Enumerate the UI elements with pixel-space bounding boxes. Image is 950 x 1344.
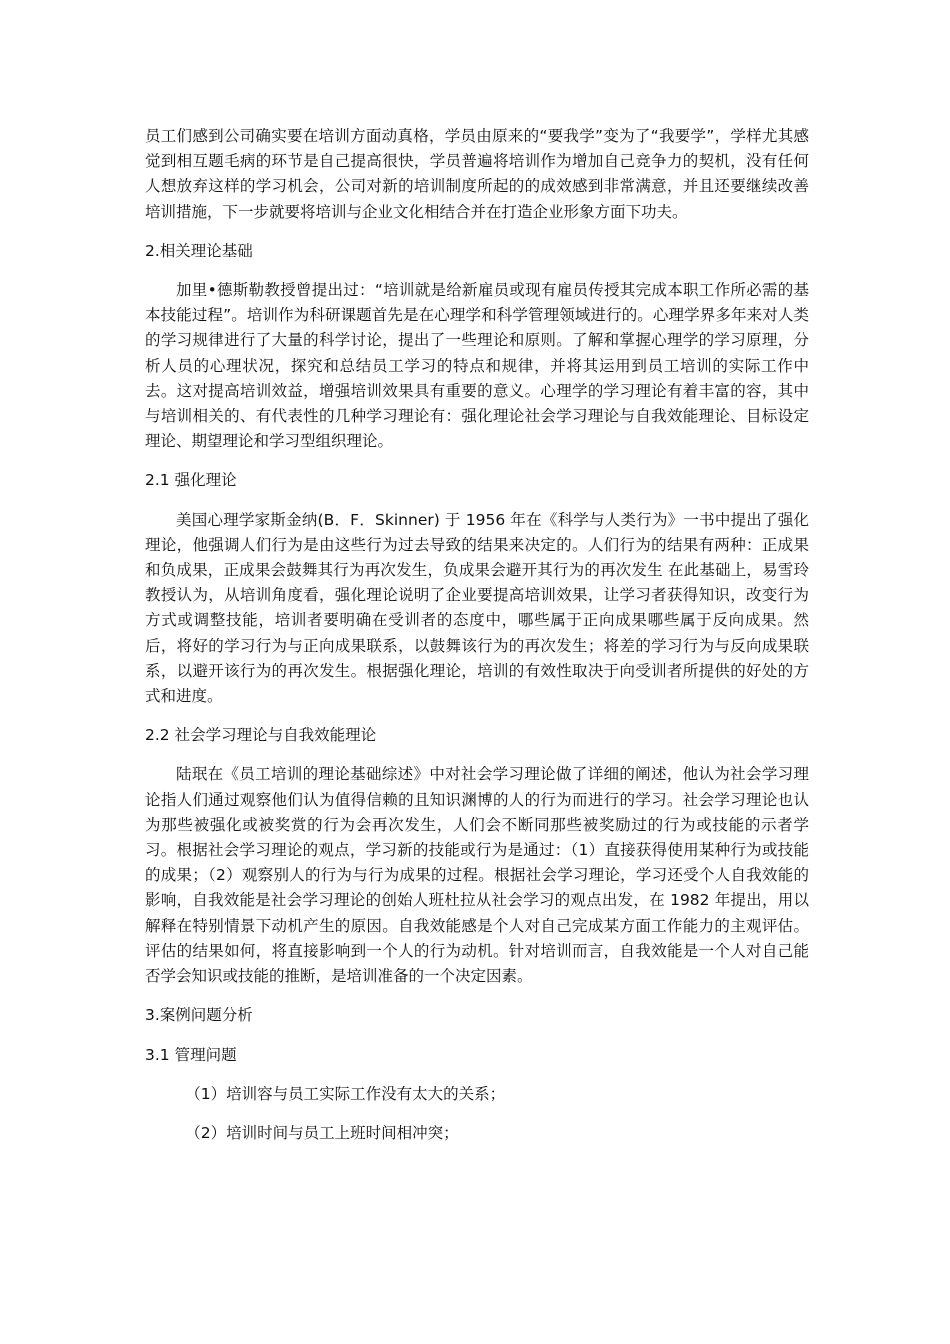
theory-paragraph: 加里•德斯勒教授曾提出过：“培训就是给新雇员或现有雇员传授其完成本职工作所必需的基本技能过程”。培训作为科研课题首先是在心理学和科学管理领域进行的。心理学界多年来对人类的学习规律进行了大量的科学讨论，提出了一些理论和原则。了解和掌握心理学的学习原理，分析人员的心理状况，探究和总结员工学习的特点和规律，并将其运用到员工培训的实际工作中去。这对提高培训效益，增强培训效果具有重要的意义。心理学的学习理论有着丰富的容，其中与培训相关的、有代表性的几种学习理论有：强化理论社会学习理论与自我效能理论、目标设定理论、期望理论和学习型组织理论。 bbox=[145, 281, 809, 451]
section-heading-2: 2.相关理论基础 bbox=[145, 241, 253, 260]
section-heading-2-1: 2.1 强化理论 bbox=[145, 471, 237, 490]
intro-paragraph: 员工们感到公司确实要在培训方面动真格，学员由原来的“要我学”变为了“我要学”，学样尤其感觉到相互题毛病的环节是自己提高很快，学员普遍将培训作为增加自己竞争力的契机，没有任何人想放弃这样的学习机会，公司对新的培训制度所起的的成效感到非常满意，并且还要继续改善培训措施，下一步就要将培训与企业文化相结合并在打造企业形象方面下功夫。 bbox=[145, 127, 809, 221]
social-learning-paragraph: 陆珉在《员工培训的理论基础综述》中对社会学习理论做了详细的阐述，他认为社会学习理论指人们通过观察他们认为值得信赖的且知识渊博的人的行为而进行的学习。社会学习理论也认为那些被强化或被奖赏的行为会再次发生，人们会不断同那些被奖励过的行为或技能的示者学习。根据社会学习理论的观点，学习新的技能或行为是通过：（1）直接获得使用某种行为或技能的成果；（2）观察别人的行为与行为成果的过程。根据社会学习理论，学习还受个人自我效能的影响，自我效能是社会学习理论的创始人班杜拉从社会学习的观点出发，在 1982 年提出，用以解释在特别情景下动机产生的原因。自我效能感是个人对自己完成某方面工作能力的主观评估。评估的结果如何，将直接影响到一个人的行为动机。针对培训而言，自我效能是一个人对自己能否学会知识或技能的推断，是培训准备的一个决定因素。 bbox=[145, 765, 809, 986]
list-item-2: （2）培训时间与员工上班时间相冲突； bbox=[185, 1123, 459, 1142]
reinforcement-paragraph: 美国心理学家斯金纳(B．F．Skinner) 于 1956 年在《科学与人类行为》一书中提出了强化理论，他强调人们行为是由这些行为过去导致的结果来决定的。人们行为的结果有两种：正成果和负成果，正成果会鼓舞其行为再次发生，负成果会避开其行为的再次发生 在此基础上，易雪玲教授认为，从培训角度看，强化理论说明了企业要提高培训效果，让学习者获得知识，改变行为方式或调整技能，培训者要明确在受训者的态度中，哪些属于正向成果哪些属于反向成果。然后，将好的学习行为与正向成果联系，以鼓舞该行为的再次发生；将差的学习行为与反向成果联系，以避开该行为的再次发生。根据强化理论，培训的有效性取决于向受训者所提供的好处的方式和进度。 bbox=[145, 510, 809, 706]
list-item-1: （1）培训容与员工实际工作没有太大的关系； bbox=[185, 1084, 506, 1103]
section-heading-2-2: 2.2 社会学习理论与自我效能理论 bbox=[145, 726, 377, 745]
section-heading-3: 3.案例问题分析 bbox=[145, 1006, 253, 1025]
document-body bbox=[145, 124, 809, 1160]
section-heading-3-1: 3.1 管理问题 bbox=[145, 1045, 237, 1064]
